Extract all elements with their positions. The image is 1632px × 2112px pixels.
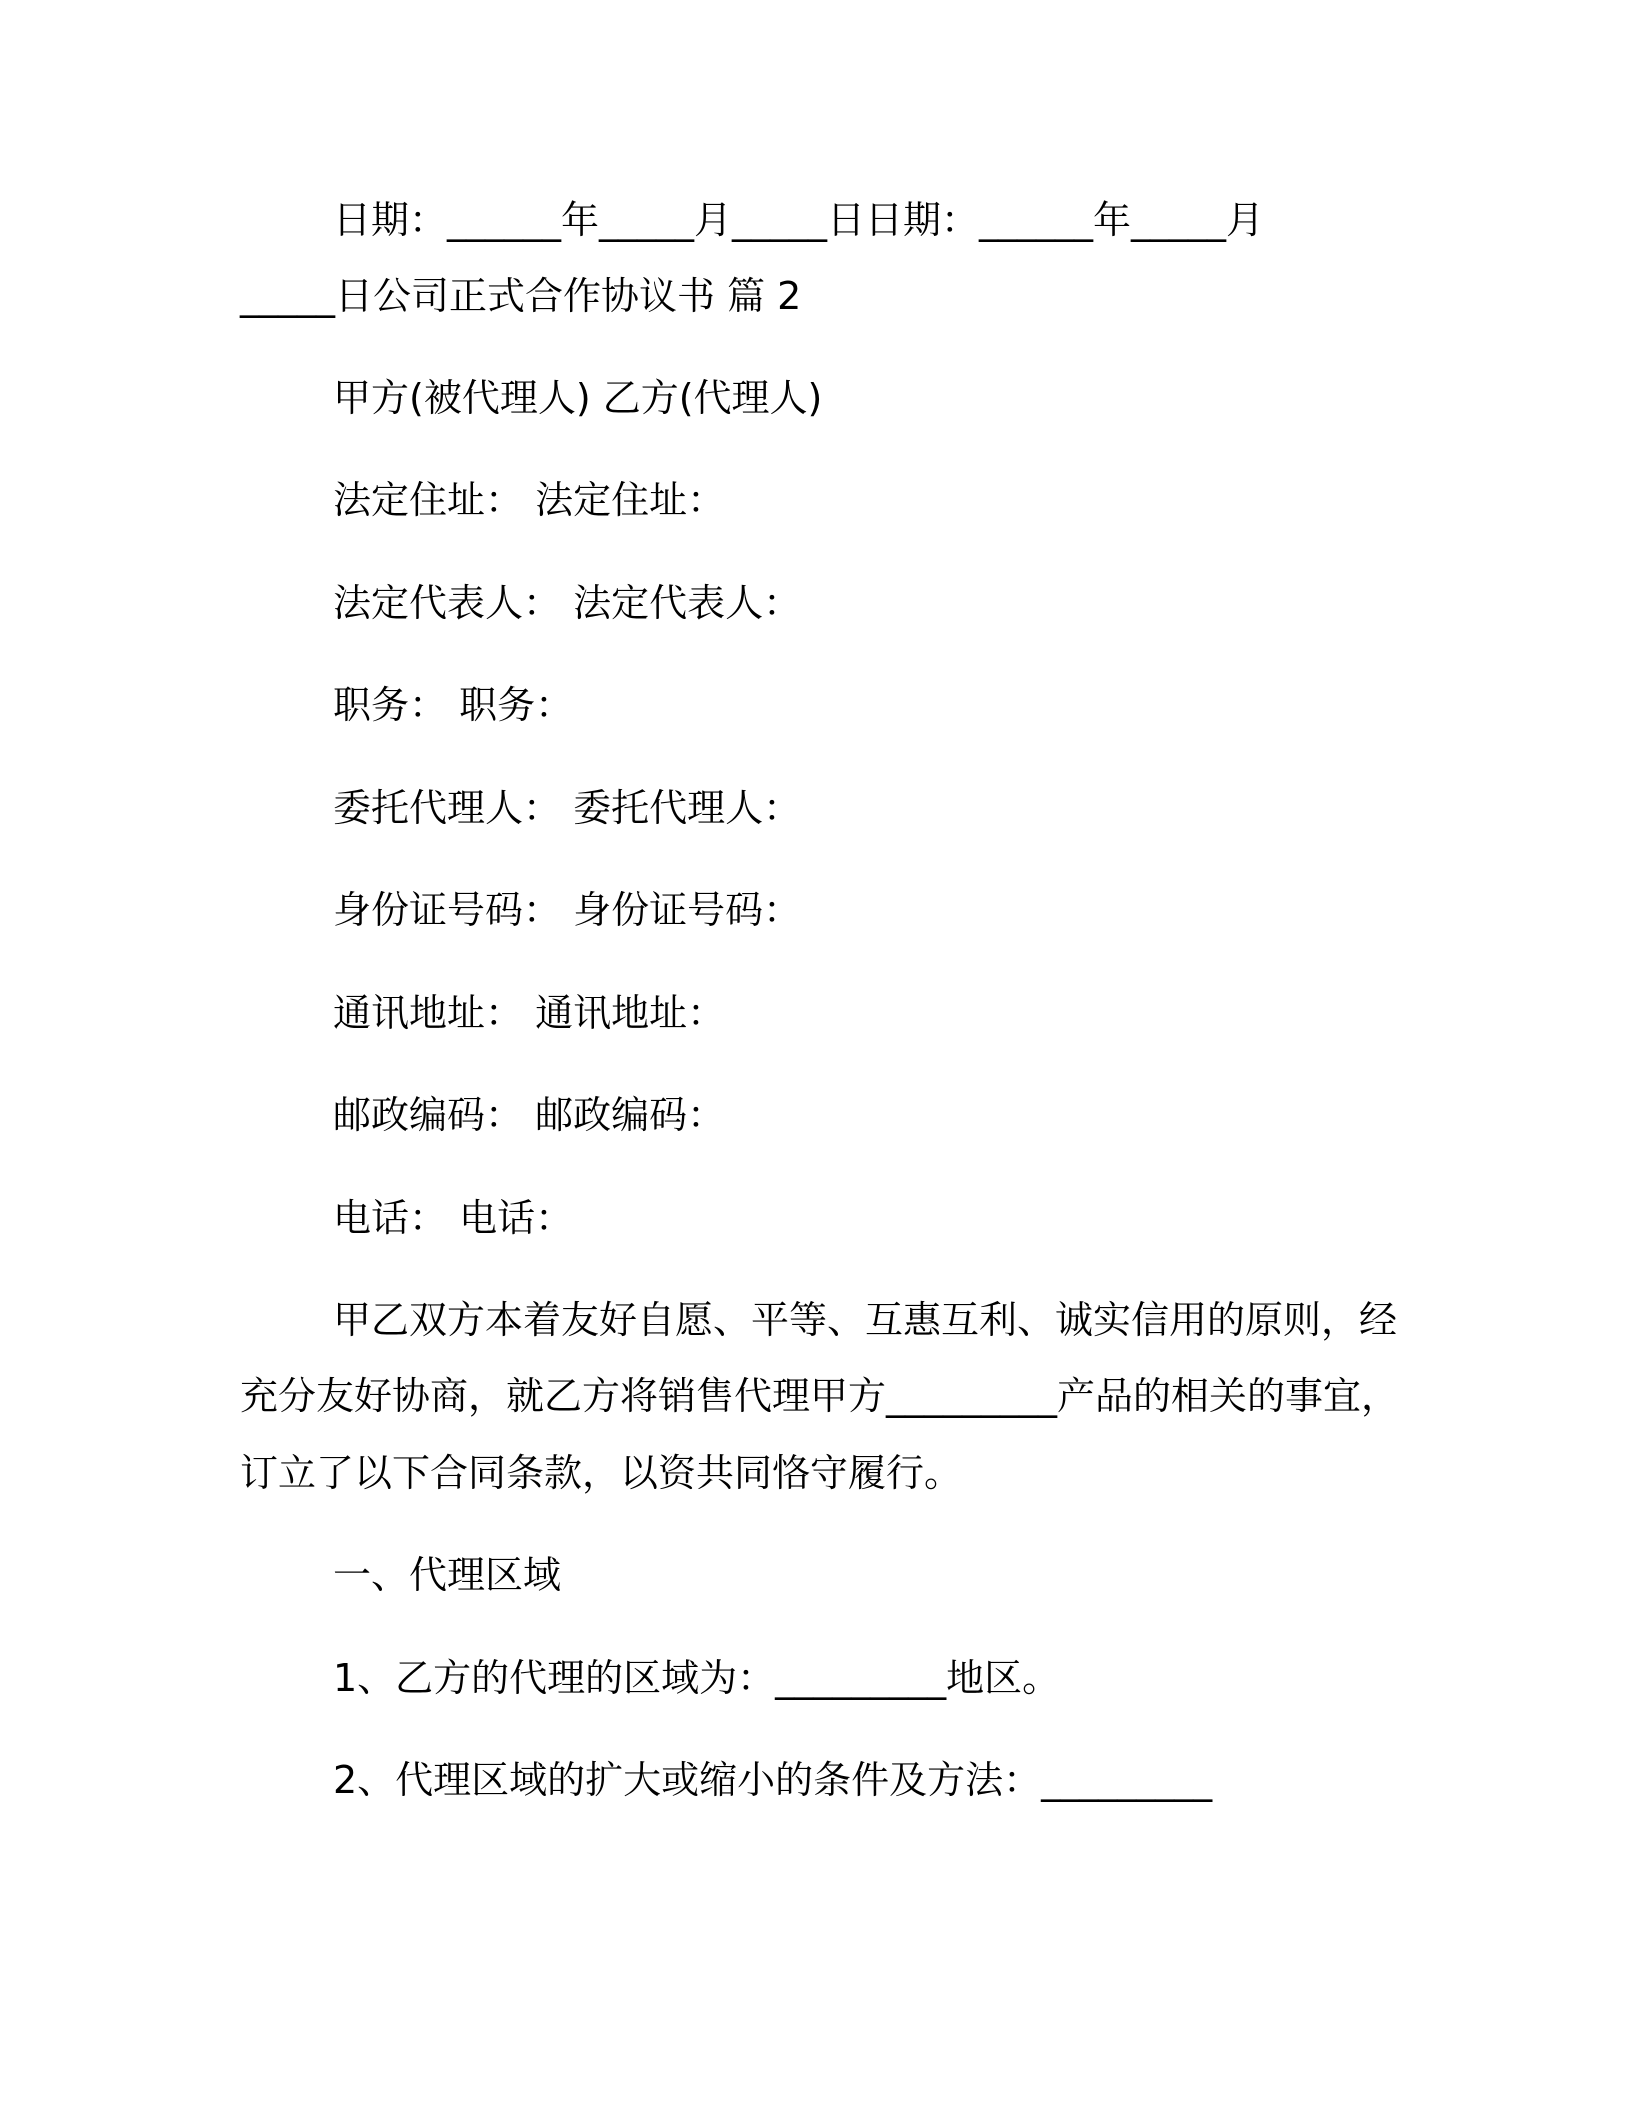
mailing-address-line: 通讯地址： 通讯地址：	[333, 991, 726, 1035]
legal-representative-line: 法定代表人： 法定代表人：	[333, 581, 802, 625]
parties-line: 甲方(被代理人) 乙方(代理人)	[333, 376, 823, 420]
agent-line: 委托代理人： 委托代理人：	[333, 786, 802, 830]
clause-1: 1、乙方的代理的区域为：_________地区。	[333, 1656, 1061, 1700]
preamble-line-1: 甲乙双方本着友好自愿、平等、互惠互利、诚实信用的原则，经	[333, 1298, 1398, 1342]
clause-2: 2、代理区域的扩大或缩小的条件及方法：_________	[333, 1758, 1213, 1802]
preamble-line-2: 充分友好协商，就乙方将销售代理甲方_________产品的相关的事宜，	[240, 1374, 1400, 1418]
preamble-line-3: 订立了以下合同条款，以资共同恪守履行。	[240, 1451, 963, 1495]
title-line: _____日公司正式合作协议书 篇 2	[240, 274, 802, 318]
legal-address-line: 法定住址： 法定住址：	[333, 478, 726, 522]
position-line: 职务： 职务：	[333, 683, 574, 727]
phone-line: 电话： 电话：	[333, 1196, 574, 1240]
date-line: 日期：______年_____月_____日日期：______年_____月	[333, 198, 1265, 242]
id-number-line: 身份证号码： 身份证号码：	[333, 888, 802, 932]
section-heading-region: 一、代理区域	[333, 1553, 562, 1597]
postal-code-line: 邮政编码： 邮政编码：	[333, 1093, 726, 1137]
